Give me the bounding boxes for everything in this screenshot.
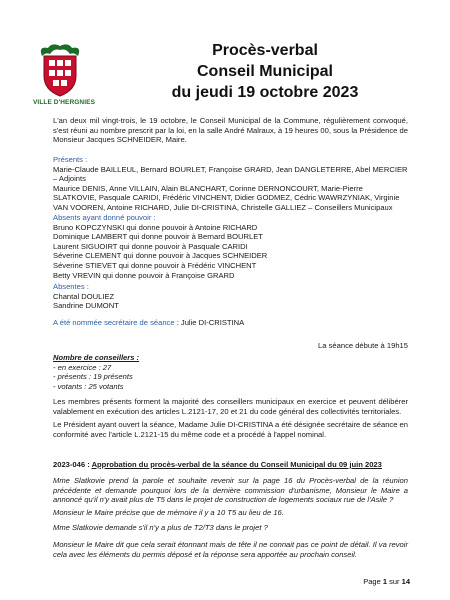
absent-proxy-label: Absents ayant donné pouvoir : (53, 213, 156, 222)
proxy-line: Séverine STIEVET qui donne pouvoir à Frédéric VINCHENT (53, 260, 257, 270)
remark-paragraph: Monsieur le Maire dit que cela serait étonnant mais de tête il ne connait pas ce point de détail. Il va revoir cela avec les éléments du permis déposé et la réponse sera apportée au prochain conseil. (53, 540, 408, 559)
present-adjoints: Marie-Claude BAILLEUL, Bernard BOURLET, Françoise GRARD, Jean DANGLETERRE, Abel MERCIER – Adjoints (53, 164, 408, 184)
town-crest-logo (38, 42, 82, 98)
members-paragraph: Les membres présents forment la majorité des conseillers municipaux en exercice et peuvent délibérer valablement en exécution des articles L.2121-17, 20 et 21 du code général des collectivités territoriales. (53, 397, 408, 416)
proxy-line: Betty VREVIN qui donne pouvoir à Françoise GRARD (53, 270, 235, 280)
absent-proxy-section (53, 213, 408, 280)
remark-paragraph: Mme Slatkovie demande s'il n'y a plus de T2/T3 dans le projet ? (53, 523, 268, 532)
present-section (53, 155, 408, 213)
page-number: 1 (382, 577, 388, 586)
secretary-line (53, 318, 408, 328)
agenda-title: Approbation du procès-verbal de la séance du Conseil Municipal du 09 juin 2023 (91, 460, 382, 469)
proxy-line: Séverine CLEMENT qui donne pouvoir à Jacques SCHNEIDER (53, 251, 268, 261)
secretary-label: A été nommée secrétaire de séance (53, 318, 175, 327)
present-conseillers: Maurice DENIS, Anne VILLAIN, Alain BLANCHART, Corinne DERNONCOURT, Marie-Pierre SLATKOVIE, Pasquale CARIDI, Frédéric VINCHENT, Didier GODMEZ, Cédric WAWRZYNIAK, Virginie VAN VOOREN, Antoine RICHARD, Julie DI-CRISTINA, Christelle GALLIEZ – Conseillers Municipaux (53, 183, 400, 212)
of-word: sur (389, 577, 400, 586)
counts-heading: Nombre de conseillers : (53, 353, 140, 362)
proxy-line: Dominique LAMBERT qui donne pouvoir à Bernard BOURLET (53, 232, 263, 242)
count-item: - votants : 25 votants (53, 381, 124, 391)
absent-label: Absentes : (53, 282, 89, 291)
page-word: Page (363, 577, 381, 586)
title-line-2: Conseil Municipal (196, 63, 333, 80)
agenda-item-heading (53, 460, 408, 470)
page-footer (363, 577, 410, 586)
absent-section (53, 282, 408, 311)
count-item: - présents : 19 présents (53, 372, 133, 382)
intro-paragraph: L'an deux mil vingt-trois, le 19 octobre, le Conseil Municipal de la Commune, régulièrement convoqué, s'est réuni au nombre prescrit par la loi, en la salle André Malraux, à 19 heures 00, sous la Présidence de Monsieur Jacques SCHNEIDER, Maire. (53, 116, 408, 145)
secretary-name: : Julie DI-CRISTINA (174, 318, 245, 327)
absent-name: Chantal DOULIEZ (53, 291, 115, 301)
proxy-line: Laurent SIGUOIRT qui donne pouvoir à Pasquale CARIDI (53, 241, 248, 251)
present-label: Présents : (53, 155, 88, 164)
councillor-counts (53, 353, 408, 391)
session-start: La séance débute à 19h15 (318, 341, 408, 350)
remark-paragraph: Monsieur le Maire précise que de mémoire il y a 10 T5 au lieu de 16. (53, 508, 284, 517)
absent-name: Sandrine DUMONT (53, 301, 119, 311)
title-line-3: du jeudi 19 octobre 2023 (171, 84, 359, 101)
document-title (140, 40, 390, 103)
remark-paragraph: Mme Slatkovie prend la parole et souhaite revenir sur la page 16 du Procès-verbal de la réunion précédente et demande pourquoi lors de la dernière commission d'urbanisme, Monsieur le Maire a annoncé qu'il n'y avait plus de T5 dans le projet de construction de logements sociaux rue de l'Asile ? (53, 476, 408, 505)
proxy-line: Bruno KOPCZYNSKI qui donne pouvoir à Antoine RICHARD (53, 222, 258, 232)
president-paragraph: Le Président ayant ouvert la séance, Madame Julie DI-CRISTINA a été désignée secrétaire de séance en conformité avec l'article L.2121-15 du même code et a procédé à l'appel nominal. (53, 420, 408, 439)
page-total: 14 (401, 577, 410, 586)
crest-caption: VILLE D'HERGNIES (32, 99, 95, 106)
title-line-1: Procès-verbal (212, 42, 318, 59)
agenda-number: 2023-046 : (53, 460, 92, 469)
count-item: - en exercice : 27 (53, 362, 112, 372)
